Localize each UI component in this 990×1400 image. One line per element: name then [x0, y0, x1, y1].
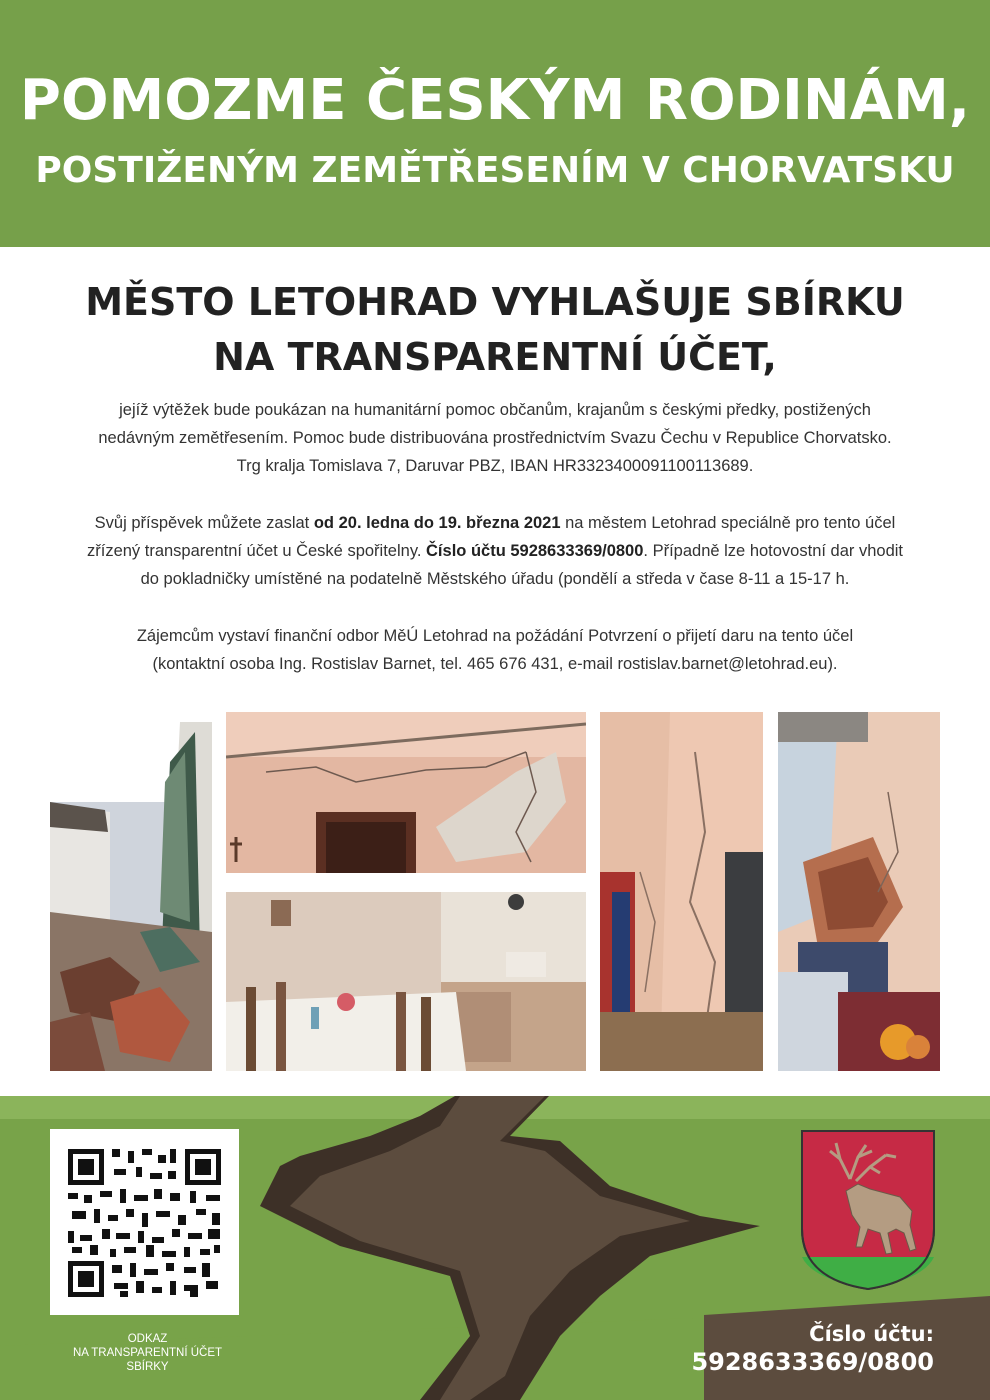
- header-banner: [0, 0, 990, 247]
- photo-damaged-street: [50, 722, 212, 1071]
- contribution-dates: od 20. ledna do 19. března 2021: [313, 514, 561, 532]
- contribution-text-g: do pokladničky umístěné na podatelně Městského úřadu (pondělí a středa v čase 8-11 a 15-17 h.: [140, 570, 850, 588]
- contribution-text-d: zřízený transparentní účet u České spořitelny.: [86, 542, 427, 560]
- contribution-text-c: na městem Letohrad speciálně pro tento účel: [560, 514, 896, 532]
- contribution-account: Číslo účtu 5928633369/0800: [426, 542, 644, 560]
- receipt-line2: (kontaktní osoba Ing. Rostislav Barnet, tel. 465 676 431, e-mail rostislav.barnet@letohrad.eu).: [152, 655, 838, 673]
- main-subtitle: POSTIŽENÝM ZEMĚTŘESENÍM V CHORVATSKU: [35, 150, 955, 191]
- qr-code[interactable]: [50, 1129, 239, 1315]
- announcement-line1: MĚSTO LETOHRAD VYHLAŠUJE SBÍRKU: [85, 280, 905, 324]
- account-label: Číslo účtu:: [809, 1322, 934, 1346]
- announcement-line2: NA TRANSPARENTNÍ ÚČET,: [213, 335, 777, 379]
- account-number: 5928633369/0800: [691, 1348, 934, 1376]
- paragraph-purpose: [40, 396, 950, 480]
- letohrad-coat-of-arms: [800, 1129, 936, 1291]
- photo-exposed-brick: [778, 712, 940, 1071]
- receipt-line1: Zájemcům vystaví finanční odbor MěÚ Letohrad na požádání Potvrzení o přijetí daru na tento účel: [136, 627, 854, 645]
- paragraph-receipt: [40, 622, 950, 678]
- contribution-text-f: . Případně lze hotovostní dar vhodit: [643, 542, 903, 560]
- purpose-line2: nedávným zemětřesením. Pomoc bude distribuována prostřednictvím Svazu Čechu v Republice Chorvatsko.: [98, 429, 892, 447]
- qr-caption: [60, 1332, 235, 1374]
- photo-cracked-wall-hallway: [600, 712, 763, 1071]
- main-title: POMOZME ČESKÝM RODINÁM,: [19, 68, 971, 133]
- purpose-line3: Trg kralja Tomislava 7, Daruvar PBZ, IBAN HR3323400091100113689.: [236, 457, 754, 475]
- paragraph-contribution: [40, 509, 950, 593]
- contribution-text-a: Svůj příspěvek můžete zaslat: [94, 514, 314, 532]
- photo-kitchen-interior: [226, 892, 586, 1071]
- photo-cracked-wall-doorway: [226, 712, 586, 873]
- qr-caption-line3: SBÍRKY: [126, 1361, 169, 1373]
- qr-caption-line2: NA TRANSPARENTNÍ ÚČET: [72, 1347, 223, 1359]
- purpose-line1: jejíž výtěžek bude poukázan na humanitární pomoc občanům, krajanům s českými předky, postižených: [119, 401, 871, 419]
- qr-caption-line1: ODKAZ: [127, 1333, 168, 1345]
